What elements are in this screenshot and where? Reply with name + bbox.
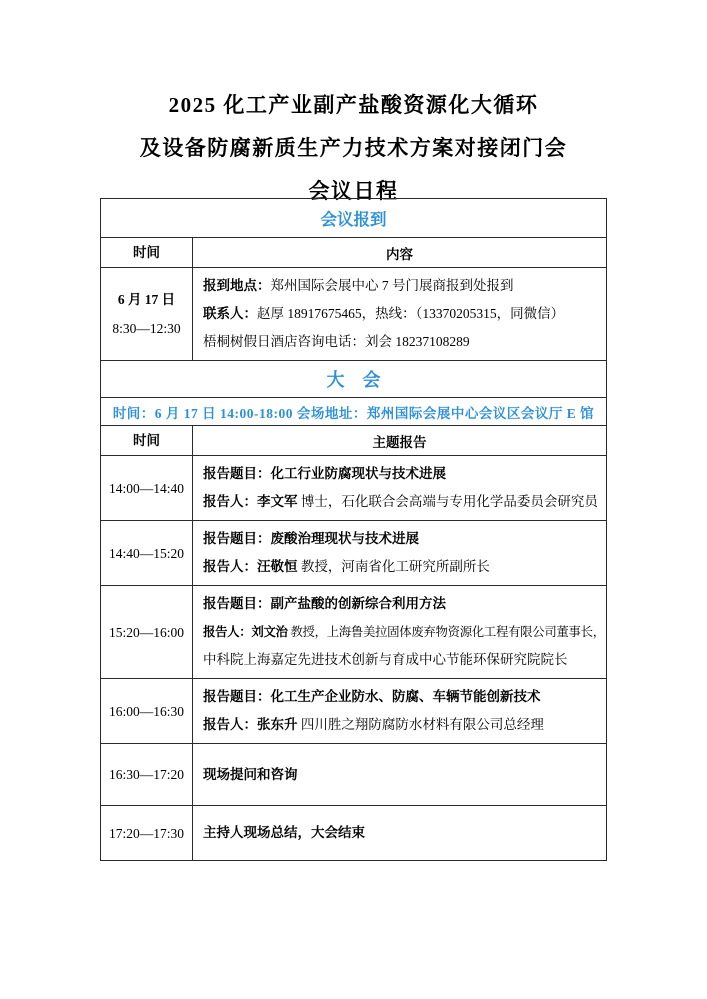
report-speaker-line: 报告人：李文军 博士，石化联合会高端与专用化学品委员会研究员	[203, 494, 598, 509]
registration-header-time: 时间	[101, 238, 193, 267]
closing-line: 主持人现场总结，大会结束	[203, 825, 365, 840]
report-row	[101, 678, 606, 743]
conference-header-row	[101, 425, 606, 455]
registration-header-content: 内容	[386, 246, 413, 262]
report-content	[193, 456, 606, 520]
agenda-table	[100, 198, 607, 861]
qa-line: 现场提问和咨询	[203, 766, 298, 782]
closing-row	[101, 805, 606, 860]
title-line-2: 及设备防腐新质生产力技术方案对接闭门会	[139, 136, 568, 160]
registration-row	[101, 267, 606, 360]
registration-date: 6 月 17 日	[117, 292, 176, 307]
title-line-1: 2025 化工产业副产盐酸资源化大循环	[168, 93, 539, 117]
registration-line-location: 报到地点：郑州国际会展中心 7 号门展商报到处报到	[203, 278, 514, 293]
conference-header-time: 时间	[101, 426, 193, 455]
conference-section-row	[101, 360, 606, 397]
document-title	[0, 84, 707, 213]
registration-line-contact: 联系人：赵厚 18917675465，热线：（13370205315，同微信）	[203, 306, 565, 321]
closing-content	[193, 806, 606, 860]
report-row	[101, 585, 606, 678]
registration-line-hotel: 梧桐树假日酒店咨询电话：刘会 18237108289	[203, 334, 470, 349]
registration-section-row	[101, 199, 606, 237]
qa-row	[101, 743, 606, 805]
qa-content	[193, 744, 606, 805]
report-speaker-line: 报告人：汪敬恒 教授，河南省化工研究所副所长	[203, 559, 490, 574]
report-content	[193, 521, 606, 585]
report-title-line: 报告题目：化工行业防腐现状与技术进展	[203, 466, 446, 481]
report-row	[101, 455, 606, 520]
report-time: 14:40—15:20	[101, 521, 193, 585]
report-speaker-line-2: 中科院上海嘉定先进技术创新与育成中心节能环保研究院院长	[203, 652, 568, 667]
report-title-line: 报告题目：化工生产企业防水、防腐、车辆节能创新技术	[203, 689, 541, 704]
report-time: 16:00—16:30	[101, 679, 193, 743]
report-content	[193, 586, 606, 678]
conference-info-row	[101, 397, 606, 425]
conference-header-topic: 主题报告	[372, 434, 427, 450]
conference-section-title: 大 会	[326, 370, 381, 390]
report-content	[193, 679, 606, 743]
registration-header-row	[101, 237, 606, 267]
closing-time: 17:20—17:30	[101, 806, 193, 860]
report-row	[101, 520, 606, 585]
registration-time-range: 8:30—12:30	[112, 321, 181, 336]
registration-content-cell	[193, 268, 606, 360]
registration-section-title: 会议报到	[320, 210, 387, 229]
report-time: 15:20—16:00	[101, 586, 193, 678]
conference-info-line: 时间：6 月 17 日 14:00-18:00 会场地址：郑州国际会展中心会议区会议厅 E 馆	[112, 405, 595, 421]
report-time: 14:00—14:40	[101, 456, 193, 520]
qa-time: 16:30—17:20	[101, 744, 193, 805]
report-title-line: 报告题目：废酸治理现状与技术进展	[203, 531, 419, 546]
report-speaker-line: 报告人：张东升 四川胜之翔防腐防水材料有限公司总经理	[203, 717, 544, 732]
title-line-3: 会议日程	[308, 179, 399, 203]
report-title-line: 报告题目：副产盐酸的创新综合利用方法	[203, 596, 446, 611]
report-speaker-line: 报告人：刘文治 教授，上海鲁美拉固体废弃物资源化工程有限公司董事长，	[203, 625, 605, 639]
registration-time-cell	[101, 268, 193, 360]
